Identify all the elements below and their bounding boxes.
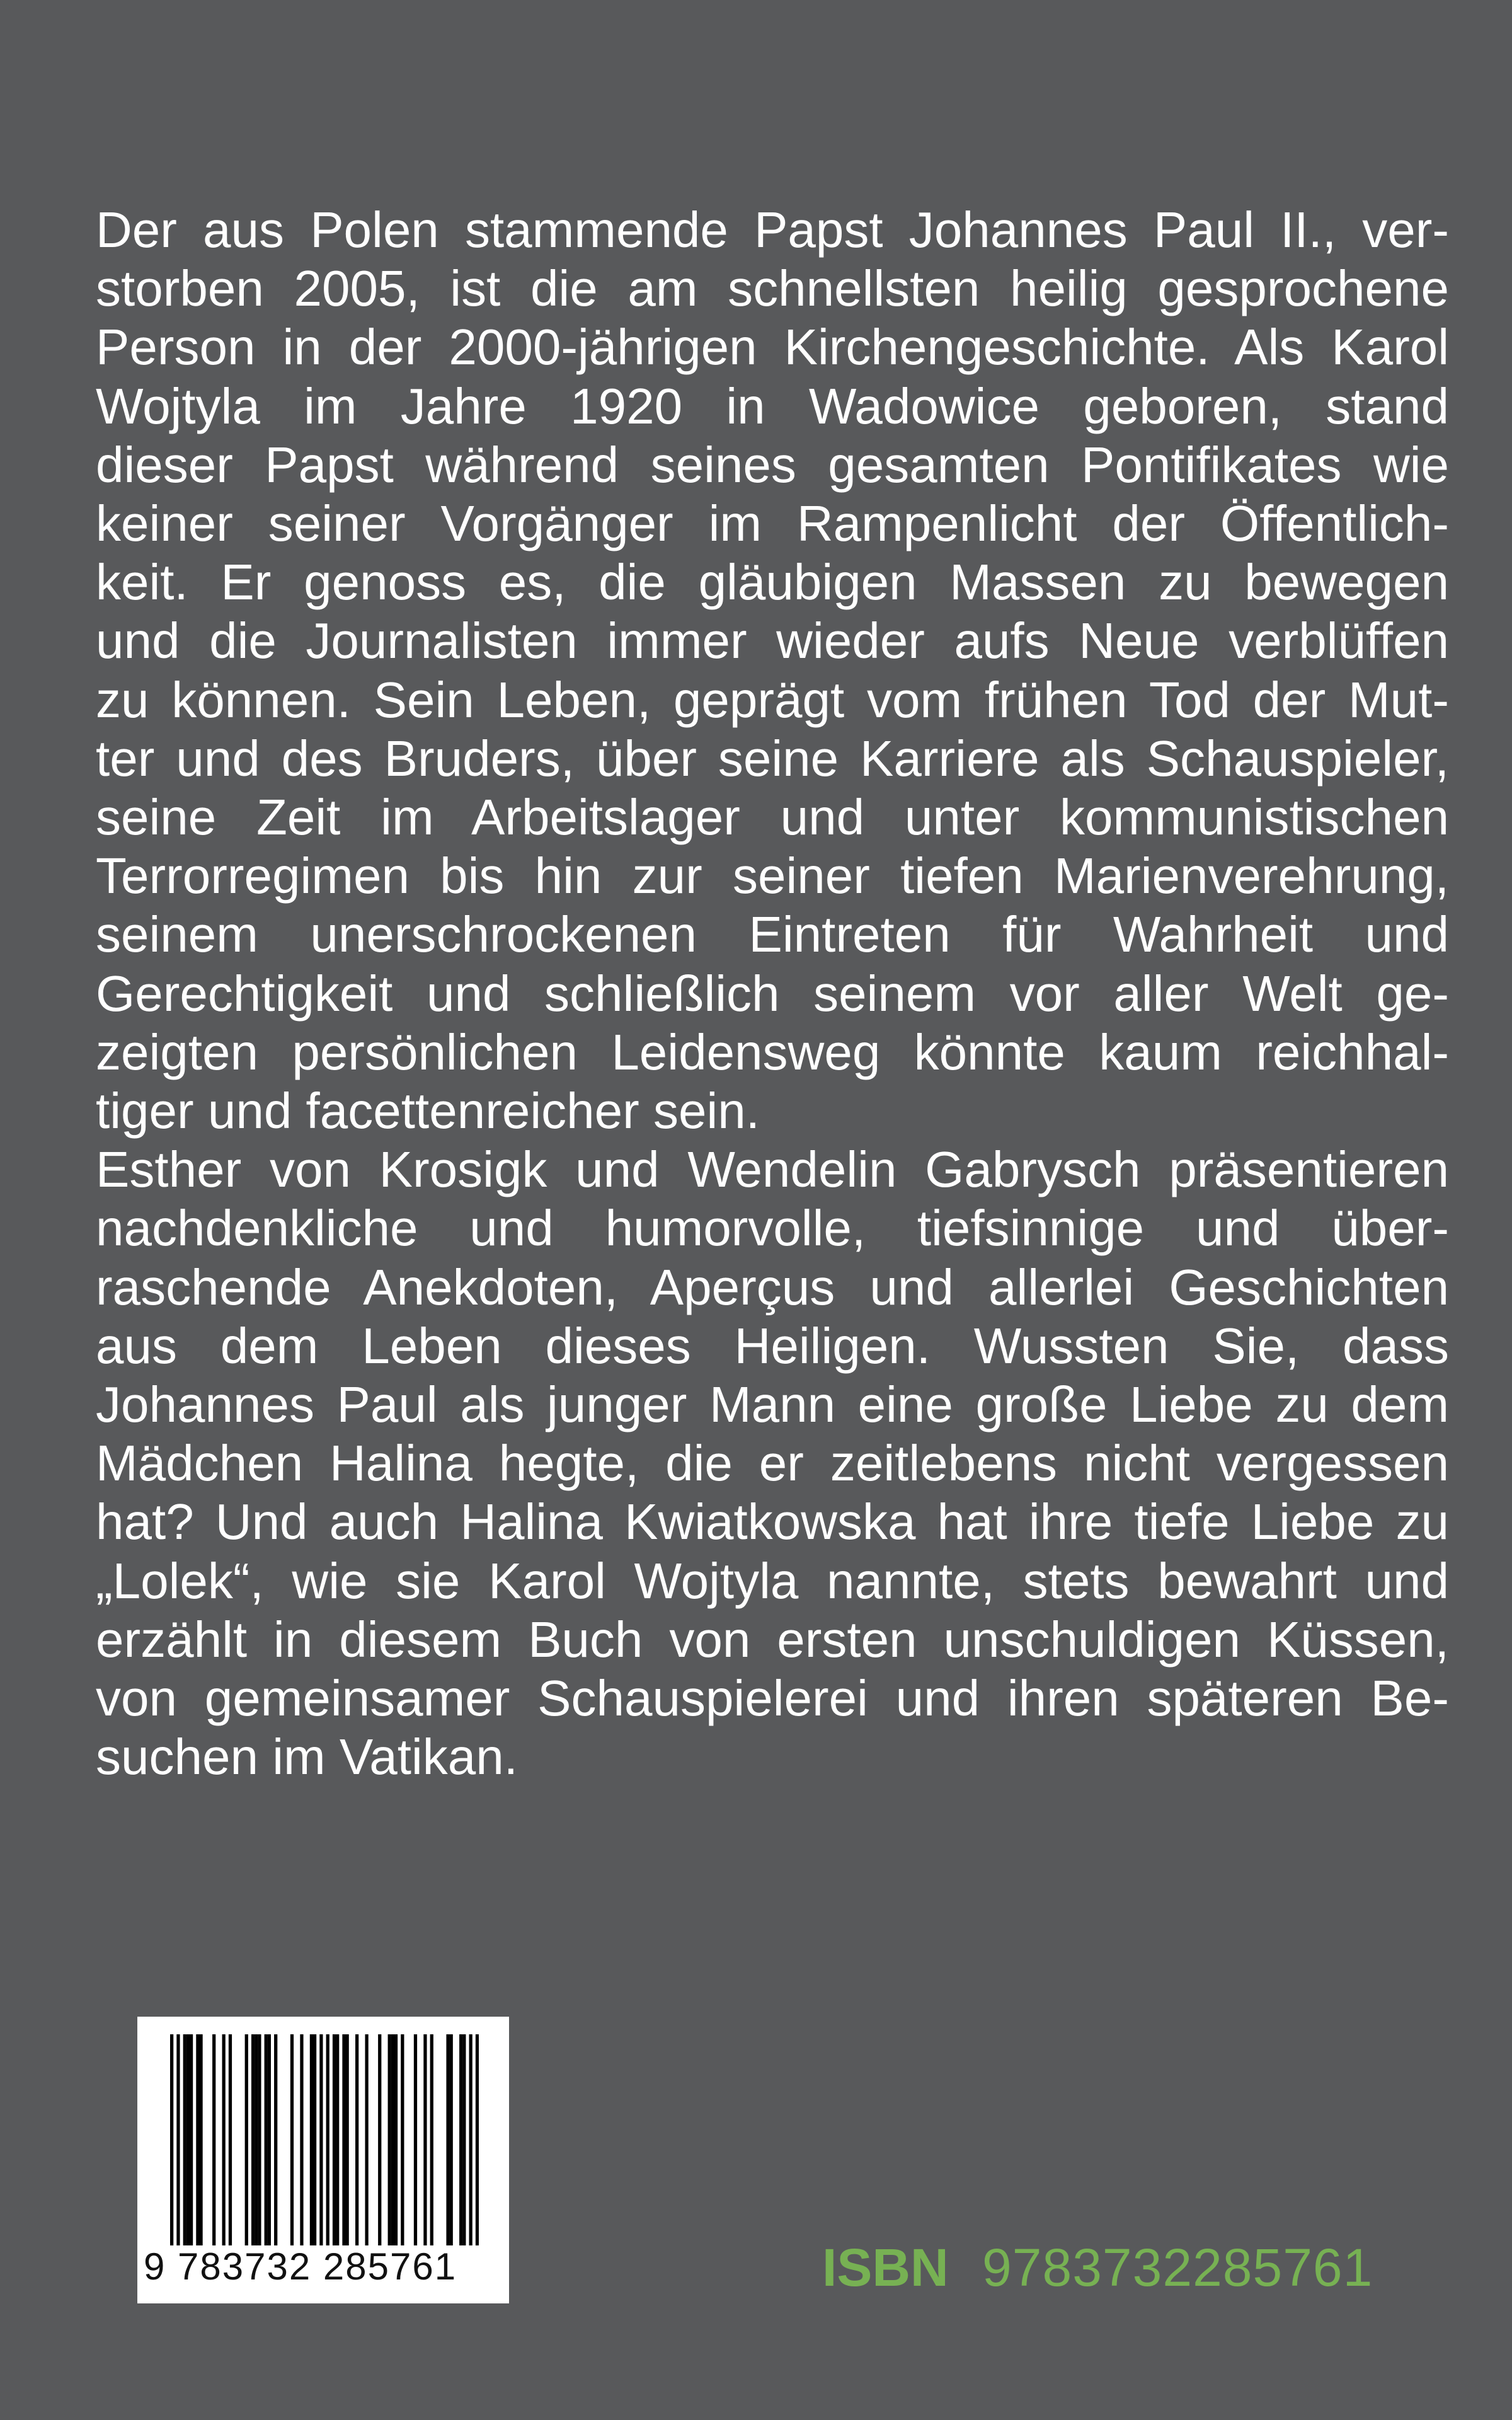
text-line: keiner seiner Vorgänger im Rampenlicht der Öffentlich- [96, 495, 1449, 552]
barcode-bar [190, 2034, 193, 2245]
barcode-bar [186, 2034, 190, 2245]
barcode [137, 2017, 509, 2303]
text-line: storben 2005, ist die am schnellsten heilig gesprochene [96, 260, 1449, 317]
barcode-bar [391, 2034, 394, 2245]
barcode-bar [229, 2034, 232, 2245]
blurb-paragraph-1 [96, 200, 1449, 1140]
barcode-bar [268, 2034, 271, 2245]
barcode-bar [326, 2034, 329, 2245]
isbn-line [822, 2236, 1373, 2299]
barcode-bar [336, 2034, 339, 2245]
barcode-bar [310, 2034, 313, 2245]
text-line: Wojtyla im Jahre 1920 in Wadowice geboren, stand [96, 377, 1449, 434]
text-line: keit. Er genoss es, die gläubigen Massen zu bewegen [96, 554, 1449, 611]
text-line: Person in der 2000-jährigen Kirchengeschichte. Als Karol [96, 319, 1449, 376]
text-line: Terrorregimen bis hin zur seiner tiefen Marienverehrung, [96, 848, 1449, 904]
blurb-text [96, 200, 1449, 1786]
barcode-bar [333, 2034, 336, 2245]
barcode-bar [196, 2034, 199, 2245]
barcode-bars [170, 2034, 479, 2245]
text-line: hat? Und auch Halina Kwiatkowska hat ihre tiefe Liebe zu [96, 1494, 1449, 1550]
text-line: seinem unerschrockenen Eintreten für Wahrheit und [96, 906, 1449, 963]
barcode-bar [245, 2034, 248, 2245]
text-line: suchen im Vatikan. [96, 1729, 518, 1785]
text-line: tiger und facettenreicher sein. [96, 1083, 760, 1139]
barcode-bar [378, 2034, 381, 2245]
text-line: seine Zeit im Arbeitslager und unter kommunistischen [96, 789, 1449, 846]
barcode-bar [265, 2034, 268, 2245]
text-line: raschende Anekdoten, Aperçus und allerlei Geschichten [96, 1259, 1449, 1315]
isbn-label: ISBN [822, 2238, 949, 2297]
barcode-bar [459, 2034, 462, 2245]
barcode-bar [423, 2034, 427, 2245]
barcode-bar [300, 2034, 303, 2245]
barcode-digits: 9 783732 285761 [144, 2245, 457, 2288]
barcode-bar [258, 2034, 261, 2245]
blurb-paragraph-2 [96, 1140, 1449, 1786]
barcode-bar [212, 2034, 215, 2245]
text-line: Mädchen Halina hegte, die er zeitlebens nicht vergessen [96, 1435, 1449, 1492]
text-line: ter und des Bruders, über seine Karriere als Schauspieler, [96, 730, 1449, 786]
barcode-bar [290, 2034, 294, 2245]
text-line: Esther von Krosigk und Wendelin Gabrysch präsentieren [96, 1141, 1449, 1198]
barcode-bar [251, 2034, 255, 2245]
barcode-bar [313, 2034, 316, 2245]
barcode-bar [365, 2034, 368, 2245]
barcode-bar [388, 2034, 391, 2245]
barcode-bar [401, 2034, 404, 2245]
barcode-bar [355, 2034, 358, 2245]
barcode-bar [469, 2034, 472, 2245]
barcode-bar [414, 2034, 417, 2245]
barcode-bar [319, 2034, 323, 2245]
barcode-bar [170, 2034, 173, 2245]
text-line: und die Journalisten immer wieder aufs Neue verblüffen [96, 613, 1449, 669]
text-line: von gemeinsamer Schauspielerei und ihren späteren Be- [96, 1670, 1449, 1727]
text-line: zeigten persönlichen Leidensweg könnte kaum reichhal- [96, 1023, 1449, 1080]
barcode-bar [450, 2034, 453, 2245]
text-line: Johannes Paul als junger Mann eine große Liebe zu dem [96, 1376, 1449, 1433]
barcode-bar [446, 2034, 449, 2245]
barcode-bar [430, 2034, 433, 2245]
barcode-bar [476, 2034, 479, 2245]
barcode-bar [274, 2034, 277, 2245]
barcode-bar [183, 2034, 186, 2245]
text-line: Der aus Polen stammende Papst Johannes Paul II., ver- [96, 202, 1449, 258]
text-line: nachdenkliche und humorvolle, tiefsinnige und über- [96, 1200, 1449, 1257]
text-line: erzählt in diesem Buch von ersten unschuldigen Küssen, [96, 1611, 1449, 1668]
text-line: zu können. Sein Leben, geprägt vom frühen Tod der Mut- [96, 671, 1449, 728]
text-line: Gerechtigkeit und schließlich seinem vor aller Welt ge- [96, 965, 1449, 1022]
text-line: aus dem Leben dieses Heiligen. Wussten Sie, dass [96, 1317, 1449, 1374]
barcode-bar [346, 2034, 349, 2245]
barcode-bar [394, 2034, 398, 2245]
isbn-number: 9783732285761 [982, 2238, 1373, 2297]
barcode-bar [199, 2034, 202, 2245]
text-line: „Lolek“, wie sie Karol Wojtyla nannte, stets bewahrt und [96, 1552, 1449, 1609]
text-line: dieser Papst während seines gesamten Pontifikates wie [96, 436, 1449, 493]
barcode-bar [342, 2034, 345, 2245]
barcode-bar [255, 2034, 258, 2245]
barcode-bar [462, 2034, 466, 2245]
barcode-bar [176, 2034, 180, 2245]
barcode-bar [222, 2034, 226, 2245]
